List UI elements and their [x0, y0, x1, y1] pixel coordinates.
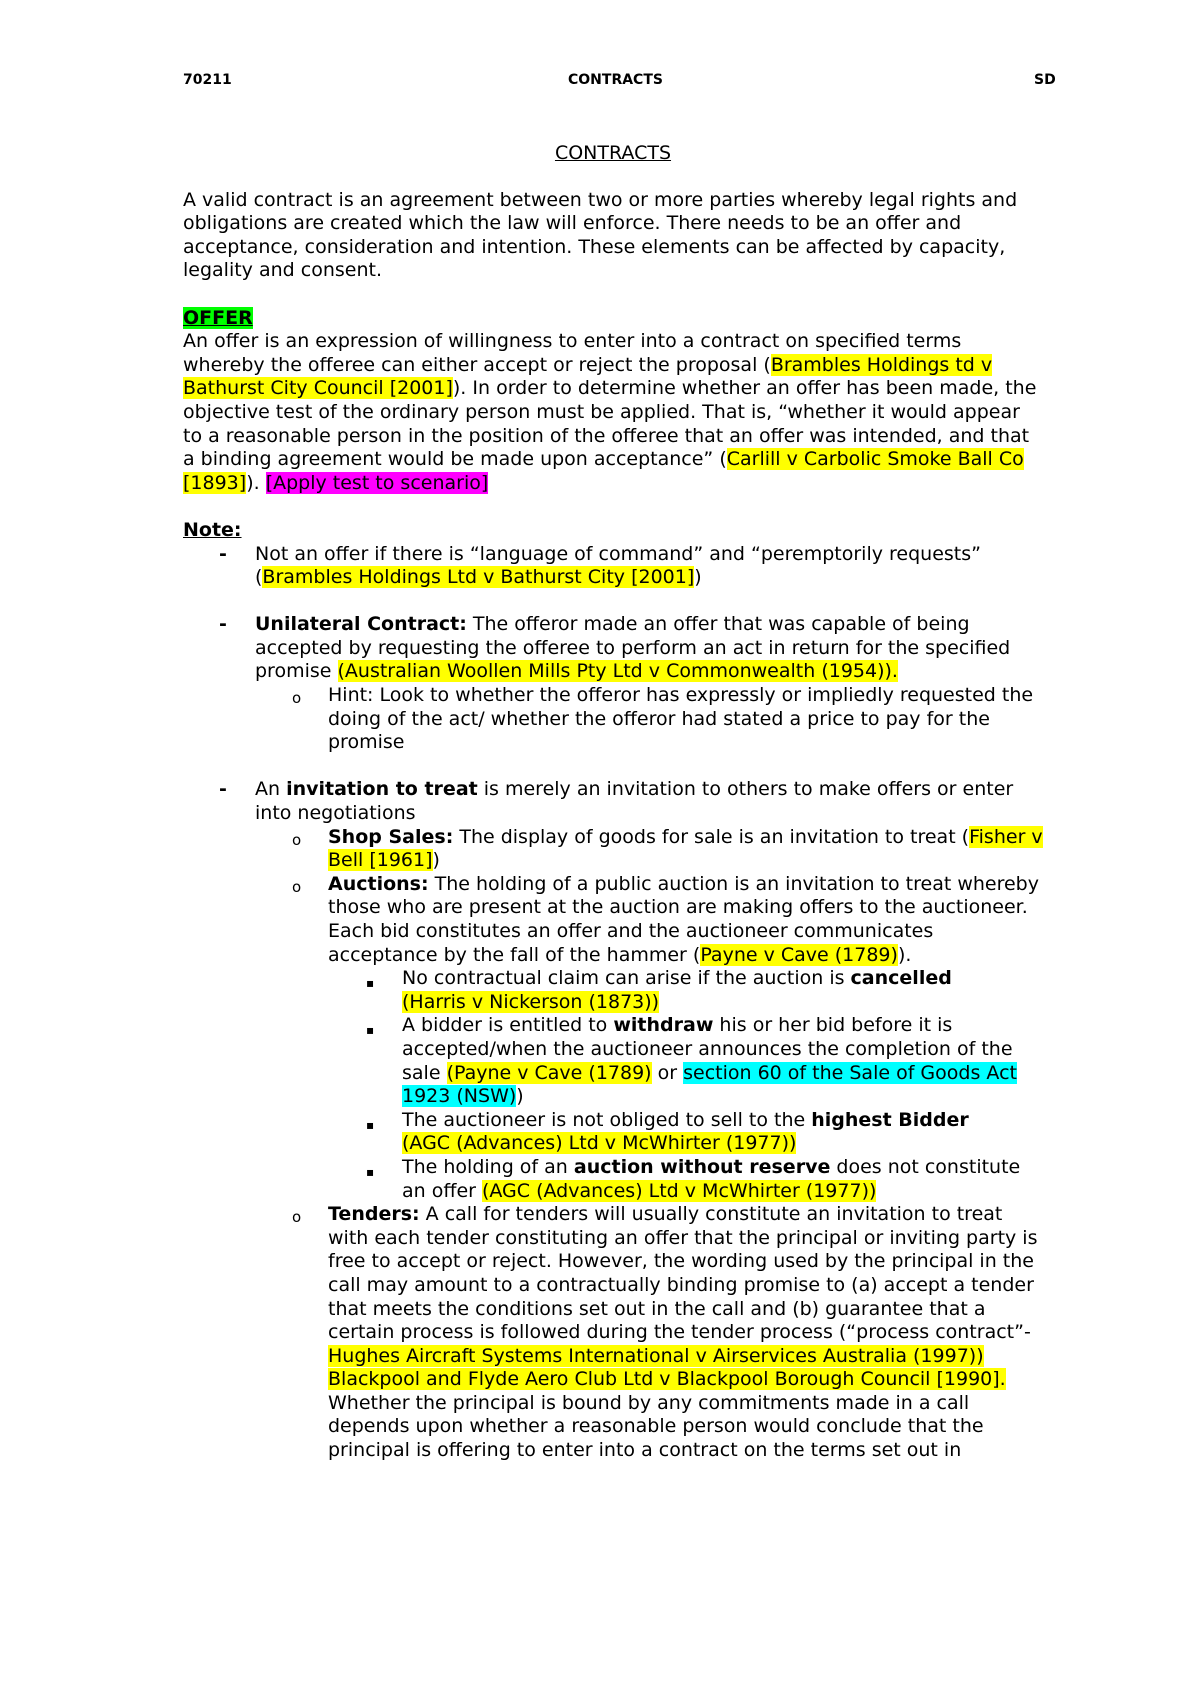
item-text: A call for tenders will usually constitute an invitation to treat with each tender constituting an offer that the principal or inviting party is free to accept or reject. However, the wording used by the principal in the call may amount to a contractually binding promise to (a) accept a tender that meets the conditions set out in the call and (b) guarantee that a certain process is followed during the tender process (“process contract”- [328, 1203, 1038, 1344]
item-end: Whether the principal is bound by any commitments made in a call depends upon whether a reasonable person would conclude that the principal is offering to enter into a contract on the terms set out in [328, 1391, 984, 1462]
list-item-language-of-command [183, 543, 1043, 590]
item-text-2: his or her bid before it is accepted/when the auctioneer announces the completion of the sale [402, 1014, 1013, 1084]
case-hughes-aircraft: Hughes Aircraft Systems International v Airservices Australia (1997)) [328, 1344, 984, 1367]
item-text: Not an offer if there is “language of command” and “peremptorily requests” ( [255, 542, 981, 589]
case-agc-v-mcwhirter-2: (AGC (Advances) Ltd v McWhirter (1977)) [481, 1179, 877, 1202]
list-item-bid-withdraw [183, 1014, 1043, 1108]
circle-bullet: o [292, 877, 302, 896]
list-item-hint [183, 684, 1043, 755]
item-text-2: does not constitute an offer [402, 1155, 1021, 1202]
header-course-code: 70211 [183, 72, 232, 88]
item-text: A bidder is entitled to [402, 1014, 614, 1037]
list-item-highest-bidder [183, 1109, 1043, 1156]
square-bullet: ▪ [366, 1164, 375, 1179]
case-harris-v-nickerson: (Harris v Nickerson (1873)) [402, 990, 660, 1013]
document-body [183, 142, 1043, 1463]
case-brambles-2: Brambles Holdings Ltd v Bathurst City [2001] [262, 566, 695, 589]
item-bold: cancelled [850, 967, 952, 990]
square-bullet: ▪ [366, 1117, 375, 1132]
item-bold: invitation to treat [286, 778, 478, 801]
case-australian-woollen-mills: (Australian Woollen Mills Pty Ltd v Commonwealth (1954)). [337, 660, 898, 683]
item-bold: highest Bidder [811, 1108, 969, 1131]
item-bold: auction without reserve [573, 1155, 831, 1178]
list-item-without-reserve [183, 1156, 1043, 1203]
dash-bullet: - [219, 778, 227, 801]
circle-bullet: o [292, 830, 302, 849]
item-text: The offeror made an offer that was capable of being accepted by requesting the offeree to perform an act in return for the specified promise [255, 613, 1011, 683]
item-text: No contractual claim can arise if the auction is [402, 967, 851, 990]
apply-test-note: [Apply test to scenario] [265, 471, 489, 494]
case-carlill: Carlill v Carbolic Smoke Ball Co [1893] [183, 448, 1024, 494]
item-text: is merely an invitation to others to make offers or enter into negotiations [255, 778, 1014, 825]
offer-text-2: ). In order to determine whether an offer has been made, the objective test of the ordinary person must be applied. That is, “whether it would appear to a reasonable person in the position of the offeree that an offer was intended, and that a binding agreement would be made upon acceptance” ( [183, 377, 1037, 471]
note-heading-text: Note: [183, 518, 242, 541]
item-end: ) [432, 849, 440, 872]
item-or: or [651, 1061, 684, 1084]
item-bold: Auctions: [328, 872, 429, 895]
item-end: ) [694, 566, 702, 589]
dash-bullet: - [219, 613, 227, 636]
list-item-tenders [183, 1203, 1043, 1463]
case-agc-v-mcwhirter: (AGC (Advances) Ltd v McWhirter (1977)) [402, 1132, 797, 1155]
item-text: The holding of an [402, 1155, 574, 1178]
list-item-auction-cancelled [183, 967, 1043, 1014]
offer-text-1: An offer is an expression of willingness to enter into a contract on specified terms whereby the offeree can either accept or reject the proposal ( [183, 330, 962, 376]
list-item-auctions [183, 873, 1043, 967]
statute-sale-of-goods-act: section 60 of the Sale of Goods Act 1923 (NSW) [402, 1061, 1017, 1108]
square-bullet: ▪ [366, 976, 375, 991]
item-text: The auctioneer is not obliged to sell to the [402, 1108, 812, 1131]
item-bold: Unilateral Contract: [255, 613, 467, 636]
case-payne-v-cave: Payne v Cave (1789) [700, 943, 898, 966]
item-text: Hint: Look to whether the offeror has expressly or impliedly requested the doing of the act/ whether the offeror had stated a price to pay for the promise [328, 684, 1034, 754]
item-bold: withdraw [613, 1014, 714, 1037]
item-text: The holding of a public auction is an invitation to treat whereby those who are present at the auction are making offers to the auctioneer. Each bid constitutes an offer and the auctioneer communicates acceptance by the fall of the hammer ( [328, 872, 1039, 966]
item-bold: Shop Sales: [328, 825, 454, 848]
item-text: The display of goods for sale is an invitation to treat ( [453, 825, 970, 848]
offer-paragraph [183, 330, 1043, 495]
item-end: ). [897, 943, 912, 966]
circle-bullet: o [292, 689, 302, 708]
circle-bullet: o [292, 1208, 302, 1227]
item-bold: Tenders: [328, 1203, 420, 1226]
list-item-invitation-to-treat [183, 778, 1043, 825]
offer-heading [183, 307, 1043, 331]
square-bullet: ▪ [366, 1023, 375, 1038]
case-fisher-v-bell: Fisher v Bell [1961] [328, 825, 1043, 872]
offer-text-3: ). [246, 471, 266, 494]
offer-heading-text: OFFER [183, 306, 253, 329]
header-initials: SD [1034, 72, 1056, 88]
case-payne-v-cave-2: (Payne v Cave (1789) [446, 1061, 652, 1084]
dash-bullet: - [219, 542, 227, 565]
page-title: CONTRACTS [554, 142, 672, 164]
item-end: ) [516, 1085, 524, 1108]
header-title: CONTRACTS [568, 72, 663, 88]
list-item-unilateral-contract [183, 613, 1043, 684]
intro-paragraph: A valid contract is an agreement between two or more parties whereby legal rights and obligations are created which the law will enforce. There needs to be an offer and acceptance, consideration and intention. These elements can be affected by capacity, legality and consent. [183, 188, 1018, 282]
item-pre: An [255, 778, 287, 801]
list-item-shop-sales [183, 826, 1043, 873]
note-heading [183, 519, 1043, 543]
case-blackpool-aero-club: Blackpool and Flyde Aero Club Ltd v Blackpool Borough Council [1990]. [328, 1368, 1006, 1391]
case-brambles: Brambles Holdings td v Bathurst City Council [2001] [183, 353, 993, 400]
